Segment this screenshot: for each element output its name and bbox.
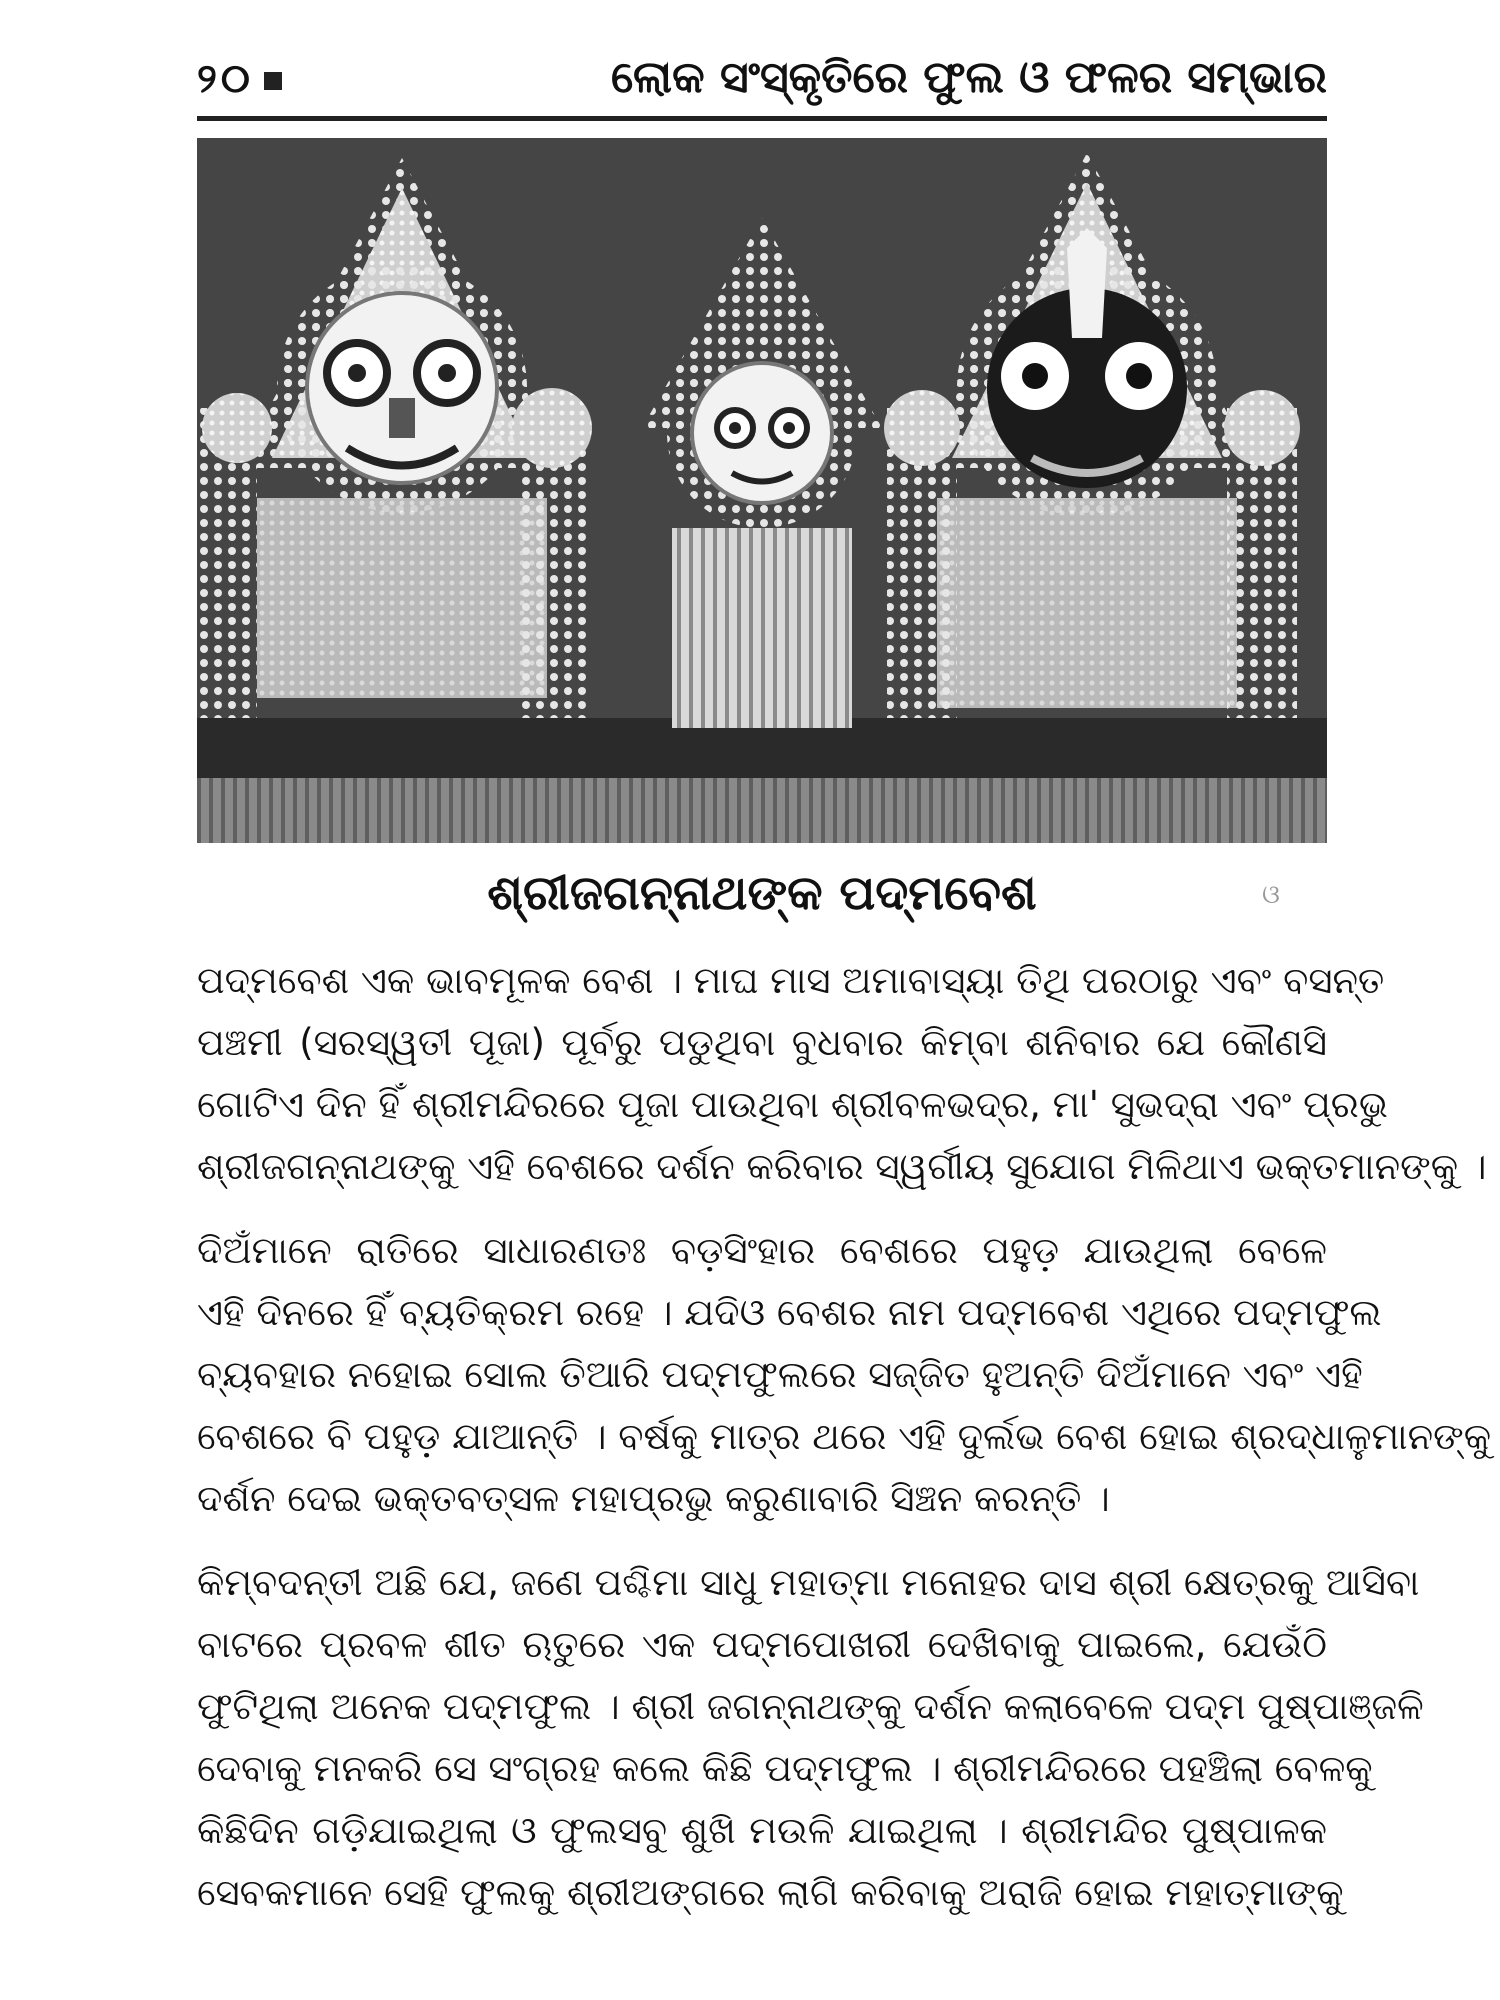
- text-line: ବେଶରେ ବି ପହୁଡ଼ ଯାଆନ୍ତି । ବର୍ଷକୁ ମାତ୍ର ଥରେ ଏହି ଦୁର୍ଲଭ ବେଶ ହୋଇ ଶ୍ରଦ୍ଧାଳୁମାନଙ୍କୁ: [197, 1415, 1492, 1458]
- text-line: ଗୋଟିଏ ଦିନ ହିଁ ଶ୍ରୀମନ୍ଦିରରେ ପୂଜା ପାଉଥିବା ଶ୍ରୀବଳଭଦ୍ର, ମା' ସୁଭଦ୍ରା ଏବଂ ପ୍ରଭୁ: [197, 1083, 1388, 1126]
- text-line: ଦିଅଁମାନେ ରାତିରେ ସାଧାରଣତଃ ବଡ଼ସିଂହାର ବେଶରେ ପହୁଡ଼ ଯାଉଥିଲା ବେଳେ: [197, 1229, 1327, 1272]
- page-number: [197, 56, 282, 102]
- photo-caption: ଶ୍ରୀଜଗନ୍ନାଥଙ୍କ ପଦ୍ମବେଶ: [487, 865, 1037, 921]
- page-marker-icon: [264, 72, 282, 90]
- caption-stray-mark: ଓ: [1262, 880, 1280, 910]
- text-line: ଫୁଟିଥିଲା ଅନେକ ପଦ୍ମଫୁଲ । ଶ୍ରୀ ଜଗନ୍ନାଥଙ୍କୁ ଦର୍ଶନ କଲାବେଳେ ପଦ୍ମ ପୁଷ୍ପାଞ୍ଜଳି: [197, 1685, 1424, 1728]
- running-title: ଲୋକ ସଂସ୍କୃତିରେ ଫୁଲ ଓ ଫଳର ସମ୍ଭାର: [611, 52, 1327, 103]
- text-line: ଦେବାକୁ ମନକରି ସେ ସଂଗ୍ରହ କଲେ କିଛି ପଦ୍ମଫୁଲ । ଶ୍ରୀମନ୍ଦିରରେ ପହଞ୍ଚିଲା ବେଳକୁ: [197, 1747, 1373, 1790]
- page-header: [197, 48, 1327, 118]
- text-line: ବାଟରେ ପ୍ରବଳ ଶୀତ ଋତୁରେ ଏକ ପଦ୍ମପୋଖରୀ ଦେଖିବାକୁ ପାଇଲେ, ଯେଉଁଠି: [197, 1623, 1327, 1666]
- text-line: ପଦ୍ମବେଶ ଏକ ଭାବମୂଳକ ବେଶ । ମାଘ ମାସ ଅମାବାସ୍ୟା ତିଥି ପରଠାରୁ ଏବଂ ବସନ୍ତ: [197, 959, 1385, 1002]
- page-number-text: ୨୦: [197, 56, 254, 102]
- article-body: [197, 950, 1492, 1946]
- paragraph-1: [197, 950, 1487, 1198]
- text-line: ଶ୍ରୀଜଗନ୍ନାଥଙ୍କୁ ଏହି ବେଶରେ ଦର୍ଶନ କରିବାର ସ୍ୱର୍ଗୀୟ ସୁଯୋଗ ମିଳିଥାଏ ଭକ୍ତମାନଙ୍କୁ ।: [197, 1145, 1487, 1188]
- header-divider: [197, 116, 1327, 121]
- paragraph-3: [197, 1552, 1424, 1924]
- text-line: ସେବକମାନେ ସେହି ଫୁଲକୁ ଶ୍ରୀଅଙ୍ଗରେ ଲାଗି କରିବାକୁ ଅରାଜି ହୋଇ ମହାତ୍ମାଙ୍କୁ: [197, 1871, 1344, 1914]
- text-line: ଦର୍ଶନ ଦେଇ ଭକ୍ତବତ୍ସଳ ମହାପ୍ରଭୁ କରୁଣାବାରି ସିଞ୍ଚନ କରନ୍ତି ।: [197, 1477, 1110, 1520]
- paragraph-2: [197, 1220, 1492, 1530]
- text-line: କିଛିଦିନ ଗଡ଼ିଯାଇଥିଲା ଓ ଫୁଲସବୁ ଶୁଖି ମଉଳି ଯାଇଥିଲା । ଶ୍ରୀମନ୍ଦିର ପୁଷ୍ପାଳକ: [197, 1809, 1327, 1852]
- text-line: ଏହି ଦିନରେ ହିଁ ବ୍ୟତିକ୍ରମ ରହେ । ଯଦିଓ ବେଶର ନାମ ପଦ୍ମବେଶ ଏଥିରେ ପଦ୍ମଫୁଲ: [197, 1291, 1382, 1334]
- text-line: ପଞ୍ଚମୀ (ସରସ୍ୱତୀ ପୂଜା) ପୂର୍ବରୁ ପଡୁଥିବା ବୁଧବାର କିମ୍ବା ଶନିବାର ଯେ କୌଣସି: [197, 1021, 1327, 1064]
- text-line: କିମ୍ବଦନ୍ତୀ ଅଛି ଯେ, ଜଣେ ପଶ୍ଚିମା ସାଧୁ ମହାତ୍ମା ମନୋହର ଦାସ ଶ୍ରୀ କ୍ଷେତ୍ରକୁ ଆସିବା: [197, 1561, 1420, 1604]
- text-line: ବ୍ୟବହାର ନହୋଇ ସୋଲ ତିଆରି ପଦ୍ମଫୁଲରେ ସଜ୍ଜିତ ହୁଅନ୍ତି ଦିଅଁମାନେ ଏବଂ ଏହି: [197, 1353, 1363, 1396]
- jagannath-trinity-image: [197, 138, 1327, 843]
